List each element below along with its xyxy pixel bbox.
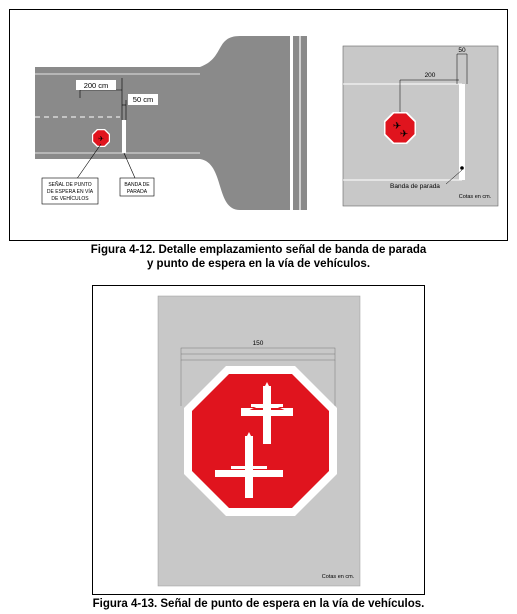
hold-sign-label-1: SEÑAL DE PUNTO (48, 182, 92, 188)
detail-hold-sign (384, 112, 416, 144)
dim-200cm-label: 200 cm (83, 81, 109, 90)
hold-sign-label-2: DE ESPERA EN VÍA (46, 189, 94, 195)
detail-diagram (343, 46, 498, 206)
figure-4-13-frame (92, 285, 425, 595)
hold-sign-octagon-icon (184, 366, 337, 516)
detail-stop-bar (459, 84, 465, 180)
figure-4-13-drawing (93, 286, 424, 594)
figure-4-13-caption: Figura 4-13. Señal de punto de espera en la vía de vehículos. (92, 598, 425, 610)
detail-dim-50: 50 (458, 47, 466, 54)
detail-background (343, 46, 498, 206)
sign-units-label: Cotas en cm. (321, 574, 355, 580)
vehicle-road (35, 67, 205, 159)
figure-4-12-caption-line1: Figura 4-12. Detalle emplazamiento señal de banda de parada (90, 244, 427, 256)
figure-4-12-frame (9, 9, 508, 241)
dim-50cm-label: 50 cm (132, 95, 154, 104)
sign-dim-150: 150 (252, 340, 264, 347)
figure-4-12-drawing (10, 10, 507, 240)
stop-bar-label-1: BANDA DE (124, 182, 150, 188)
road-flare (200, 36, 290, 210)
road-layout-diagram (35, 36, 307, 210)
detail-units-label: Cotas en cm. (458, 194, 492, 200)
stop-bar-label-2: PARADA (126, 189, 148, 195)
detail-stop-bar-label: Banda de parada (390, 183, 440, 190)
svg-text:✈: ✈ (392, 121, 402, 132)
svg-text:✈: ✈ (98, 136, 104, 143)
figure-4-12-caption-line2: y punto de espera en la vía de vehículos. (146, 258, 371, 270)
svg-text:✈: ✈ (399, 129, 409, 140)
stop-bar (122, 120, 126, 153)
detail-dim-200: 200 (424, 72, 436, 79)
hold-sign-label-3: DE VEHÍCULOS (51, 196, 89, 202)
